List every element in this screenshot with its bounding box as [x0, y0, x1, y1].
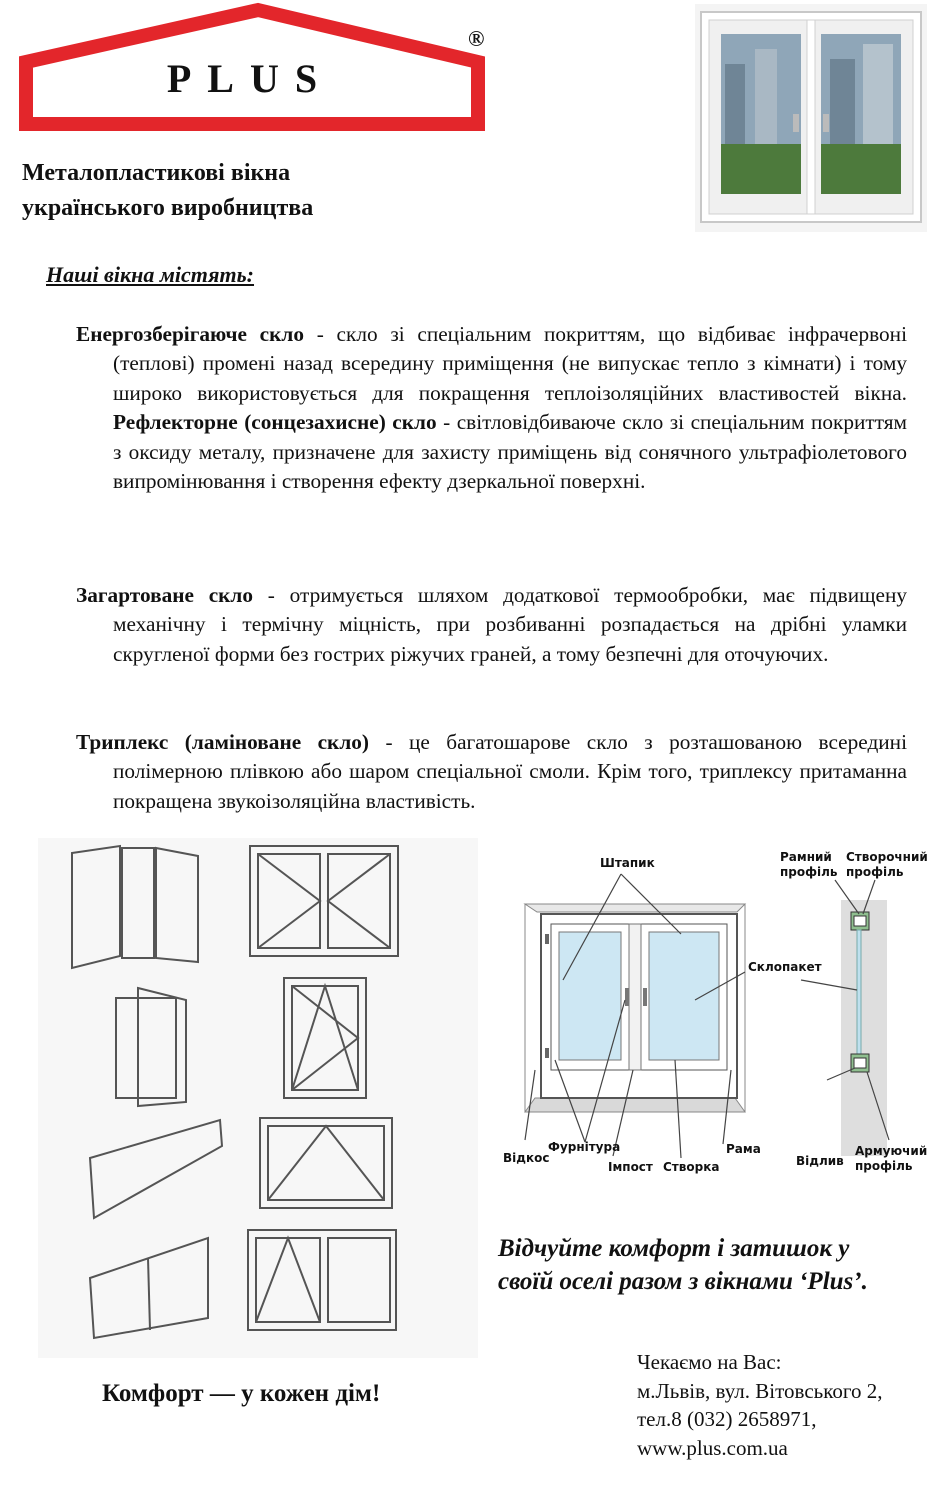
registered-mark: ®	[468, 26, 485, 51]
paragraph-tempered-glass	[76, 581, 907, 669]
comfort-slogan	[498, 1232, 941, 1298]
contact-phone: тел.8 (032) 2658971,	[637, 1407, 817, 1431]
label-sash-profile-line1: Створочний	[846, 850, 928, 864]
company-title	[22, 156, 482, 226]
label-sash-profile	[846, 850, 928, 880]
desc-triplex-glass: - це багатошарове скло з розташованою всередині полімерною плівкою або шаром спеціальної смоли. Крім того, триплексу притаманна покращена звукоізоляційна властивість.	[113, 730, 907, 813]
company-title-line2: українського виробництва	[22, 195, 314, 221]
desc-energy-glass: - скло зі спеціальним покриттям, що відбиває інфрачервоні (теплові) промені назад всередину приміщення (не випускає тепло з кімнати) і тому широко використовується для покращення теплоізоляційних властивостей вікна.	[113, 322, 907, 405]
label-sash-profile-line2: профіль	[846, 865, 904, 879]
label-vidlyv: Відлив	[796, 1154, 844, 1168]
label-shtapyk: Штапик	[600, 856, 655, 870]
label-sklopaket: Склопакет	[748, 960, 822, 974]
window-types-sketch	[38, 838, 478, 1358]
logo-text: PLUS	[166, 56, 334, 101]
label-stvorka: Створка	[663, 1160, 720, 1174]
label-rama: Рама	[726, 1142, 761, 1156]
label-reinforcing-profile-line1: Армуючий	[855, 1144, 928, 1158]
paragraph-triplex-glass	[76, 728, 907, 816]
window-photo	[695, 4, 927, 232]
label-frame-profile-line1: Рамний	[780, 850, 832, 864]
company-title-line1: Металопластикові вікна	[22, 160, 291, 186]
label-frame-profile	[780, 850, 838, 880]
comfort-tagline: Комфорт — у кожен дім!	[102, 1380, 381, 1407]
section-heading: Наші вікна містять:	[46, 262, 255, 287]
label-furnitura: Фурнітура	[548, 1140, 621, 1154]
comfort-slogan-line2: своїй оселі разом з вікнами ‘Plus’.	[498, 1268, 868, 1295]
window-structure-diagram	[495, 840, 935, 1180]
paragraph-energy-glass	[76, 320, 907, 496]
label-frame-profile-line2: профіль	[780, 865, 838, 879]
desc-tempered-glass: - отримується шляхом додаткової термообробки, має підвищену механічну і термічну міцність, при розбиванні розпадається на дрібні уламки скругленої форми без гострих ріжучих граней, а тому безпечні для оточуючих.	[113, 583, 907, 666]
contact-address: м.Львів, вул. Вітовського 2,	[637, 1378, 883, 1403]
contact-website[interactable]: www.plus.com.ua	[637, 1435, 788, 1460]
label-reinforcing-profile	[855, 1144, 927, 1174]
term-tempered-glass: Загартоване скло	[76, 583, 254, 607]
label-impost: Імпост	[608, 1160, 653, 1174]
comfort-slogan-line1: Відчуйте комфорт і затишок у	[498, 1235, 850, 1262]
term-reflective-glass: Рефлекторне (сонцезахисне) скло	[113, 410, 437, 435]
label-vidkos: Відкос	[503, 1151, 550, 1165]
label-reinforcing-profile-line2: профіль	[855, 1159, 913, 1173]
contact-block	[637, 1348, 882, 1462]
desc-reflective-glass: - світловідбиваюче скло зі спеціальним покриттям з оксиду металу, призначене для захисту приміщень від сонячного ультрафіолетового випромінювання і створення ефекту дзеркальної поверхні.	[113, 410, 907, 494]
term-triplex-glass: Триплекс (ламіноване скло)	[76, 730, 370, 754]
term-energy-glass: Енергозберігаюче скло	[76, 322, 304, 346]
contact-greeting: Чекаємо на Вас:	[637, 1350, 782, 1374]
